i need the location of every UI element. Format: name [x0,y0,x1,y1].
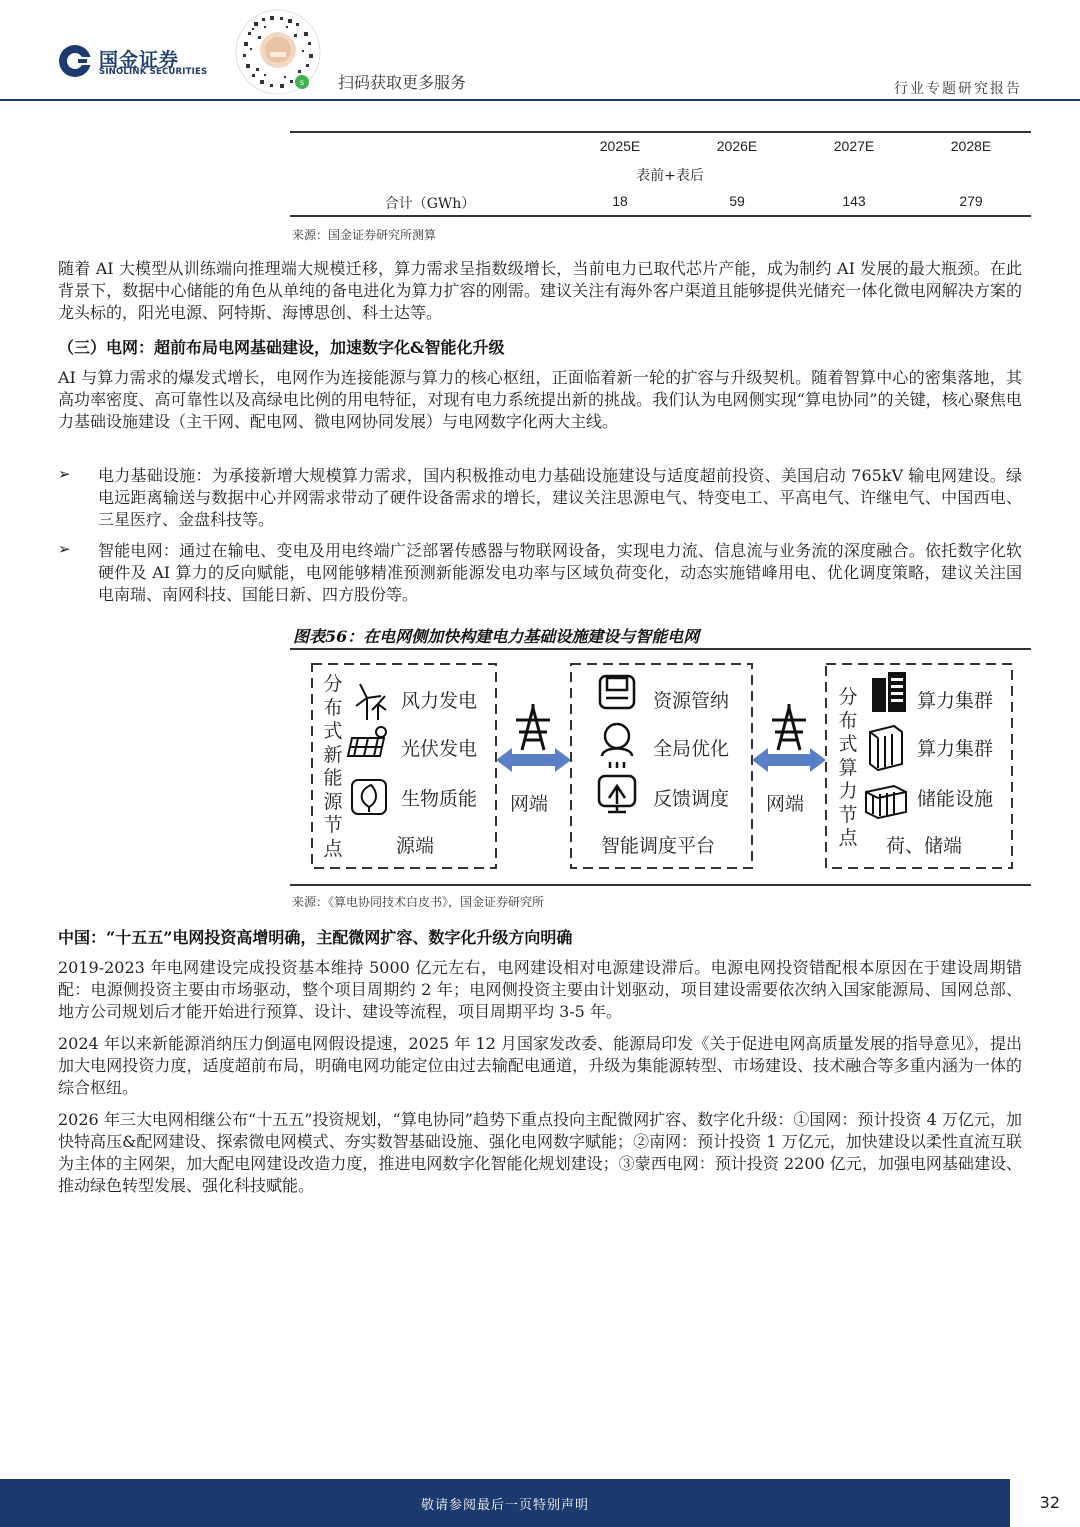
china-section-title: 中国：“十五五”电网投资高增明确，主配微网扩容、数字化升级方向明确 [58,928,573,947]
load-storage-end-label: 荷、储端 [886,835,963,857]
wind-power-label: 风力发电 [401,690,478,712]
figure-top-rule [290,648,1031,650]
table-cell-2025e: 18 [612,193,628,209]
feedback-dispatch-label: 反馈调度 [653,788,730,810]
left-vertical-label: 分布式新能源节点 [323,673,343,860]
bullet-text: 电力基础设施：为承接新增大规模算力需求，国内积极推动电力基础设施建设与适度超前投资、美国启动 765kV 输电网建设。绿电远距离输送与数据中心并网需求带动了硬件设备需求的增长，建议关注思源电气、特变电工、平高电气、许继电气、中国西电、三星医疗、金盘科技等。 [98,466,1022,529]
column-header-2027e: 2027E [833,138,875,154]
right-vertical-label: 分布式算力节点 [838,686,858,849]
table-source: 来源：国金证券研究所测算 [292,228,437,242]
logo-cn-text: 国金证券 [99,49,180,71]
global-optimization-label: 全局优化 [653,738,730,760]
page-number: 32 [1039,1493,1060,1512]
table-cell-2027e: 143 [842,193,866,209]
sinolink-logo-icon [58,44,92,78]
biomass-icon [352,780,386,814]
grid-end-label-1: 网端 [510,793,549,815]
page-header [0,0,1080,102]
section-3-title: （三）电网：超前布局电网基础建设，加速数字化&智能化升级 [58,338,505,357]
qr-code-icon[interactable] [234,8,322,96]
pylon-icon-2 [772,704,806,750]
header-divider [0,99,1080,101]
bullet-arrow-icon: ➢ [58,540,71,558]
dispatch-platform-label: 智能调度平台 [601,835,716,857]
column-header-2025e: 2025E [599,138,641,154]
solar-panel-icon [348,727,386,756]
resource-management-label: 资源管纳 [653,690,730,712]
pylon-icon-1 [516,704,550,750]
source-end-label: 源端 [396,835,435,857]
table-top-rule [290,131,1031,133]
qr-caption: 扫码获取更多服务 [338,73,467,92]
table-row-label: 合计（GWh） [384,196,476,212]
bullet-arrow-icon: ➢ [58,465,71,483]
table-cell-2026e: 59 [729,193,745,209]
footer-disclaimer[interactable]: 敬请参阅最后一页特别声明 [420,1498,589,1513]
feedback-dispatch-icon [599,776,635,812]
bullet-text: 智能电网：通过在输电、变电及用电终端广泛部署传感器与物联网设备，实现电力流、信息流与业务流的深度融合。依托数字化软硬件及 AI 算力的反向赋能，电网能够精准预测新能源发电功率与区域负荷变化，动态实施错峰用电、优化调度策略，建议关注国电南瑞、南网科技、国能日新、四方股份等。 [98,541,1022,604]
figure-source: 来源：《算电协同技术白皮书》，国金证券研究所 [292,895,545,909]
table-cell-2028e: 279 [959,193,983,209]
paragraph-ai-storage: 随着 AI 大模型从训练端向推理端大规模迁移，算力需求呈指数级增长，当前电力已取代芯片产能，成为制约 AI 发展的最大瓶颈。在此背景下，数据中心储能的角色从单纯的备电进化为算力扩容的刚需。建议关注有海外客户渠道且能够提供光储充一体化微电网解决方案的龙头标的，阳光电源、阿特斯、海博思创、科士达等。 [58,259,1022,322]
column-header-2028e: 2028E [950,138,992,154]
grid-end-label-2: 网端 [766,793,805,815]
table-subheader: 表前+表后 [636,168,704,184]
compute-cluster-icon-1 [872,672,906,712]
grid-collaboration-diagram [290,652,1031,880]
storage-facility-label: 储能设施 [917,788,994,810]
compute-cluster-label-2: 算力集群 [917,738,994,760]
logo-en-text: SINOLINK SECURITIES [99,67,208,77]
biomass-label: 生物质能 [401,788,478,810]
optimization-icon [602,724,632,768]
paragraph-investment-history: 2019-2023 年电网建设完成投资基本维持 5000 亿元左右，电网建设相对电源建设滞后。电源电网投资错配根本原因在于建设周期错配：电源侧投资主要由市场驱动，整个项目周期约 2 年；电网侧投资主要由计划驱动，项目建设需要依次纳入国家能源局、国网总部、地方公司规划后才能开始进行预算、设计、建设等流程，项目周期平均 3-5 年。 [58,958,1022,1021]
figure-title: 图表56：在电网侧加快构建电力基础设施建设与智能电网 [293,627,700,646]
double-arrow-left-icon [496,748,571,772]
column-header-2026e: 2026E [716,138,758,154]
compute-cluster-label-1: 算力集群 [917,690,994,712]
paragraph-15th-plan: 2026 年三大电网相继公布“十五五”投资规划，“算电协同”趋势下重点投向主配微网扩容、数字化升级：①国网：预计投资 4 万亿元，加快特高压&配网建设、探索微电网模式、夯实数智基础设施、强化电网数字赋能；②南网：预计投资 1 万亿元，加快建设以柔性直流互联为主体的主网架，加大配电网建设改造力度，推进电网数字化智能化规划建设；③蒙西电网：预计投资 2200 亿元，加强电网基础建设、推动绿色转型发展、强化科技赋能。 [58,1110,1022,1195]
page-footer [0,1479,1080,1527]
storage-icon [600,676,634,708]
table-bottom-rule [290,215,1031,217]
paragraph-policy-2024: 2024 年以来新能源消纳压力倒逼电网假设提速，2025 年 12 月国家发改委、能源局印发《关于促进电网高质量发展的指导意见》，提出加大电网投资力度，适度超前布局，明确电网功能定位由过去输配电通道，升级为集能源转型、市场建设、技术融合等多重内涵为一体的综合枢纽。 [58,1034,1022,1097]
double-arrow-right-icon [752,748,826,772]
svg-text:s: s [299,78,305,87]
energy-storage-icon [866,786,906,818]
compute-cluster-icon-2 [870,726,902,770]
paragraph-grid-overview: AI 与算力需求的爆发式增长，电网作为连接能源与算力的核心枢纽，正面临着新一轮的扩容与升级契机。随着智算中心的密集落地，其高功率密度、高可靠性以及高绿电比例的用电特征，对现有电力系统提出新的挑战。我们认为电网侧实现“算电协同”的关键，核心聚焦电力基础设施建设（主干网、配电网、微电网协同发展）与电网数字化两大主线。 [58,368,1022,431]
wind-turbine-icon [356,684,386,720]
solar-power-label: 光伏发电 [401,738,478,760]
report-type-label: 行业专题研究报告 [894,81,1022,97]
figure-bottom-rule [290,884,1031,886]
